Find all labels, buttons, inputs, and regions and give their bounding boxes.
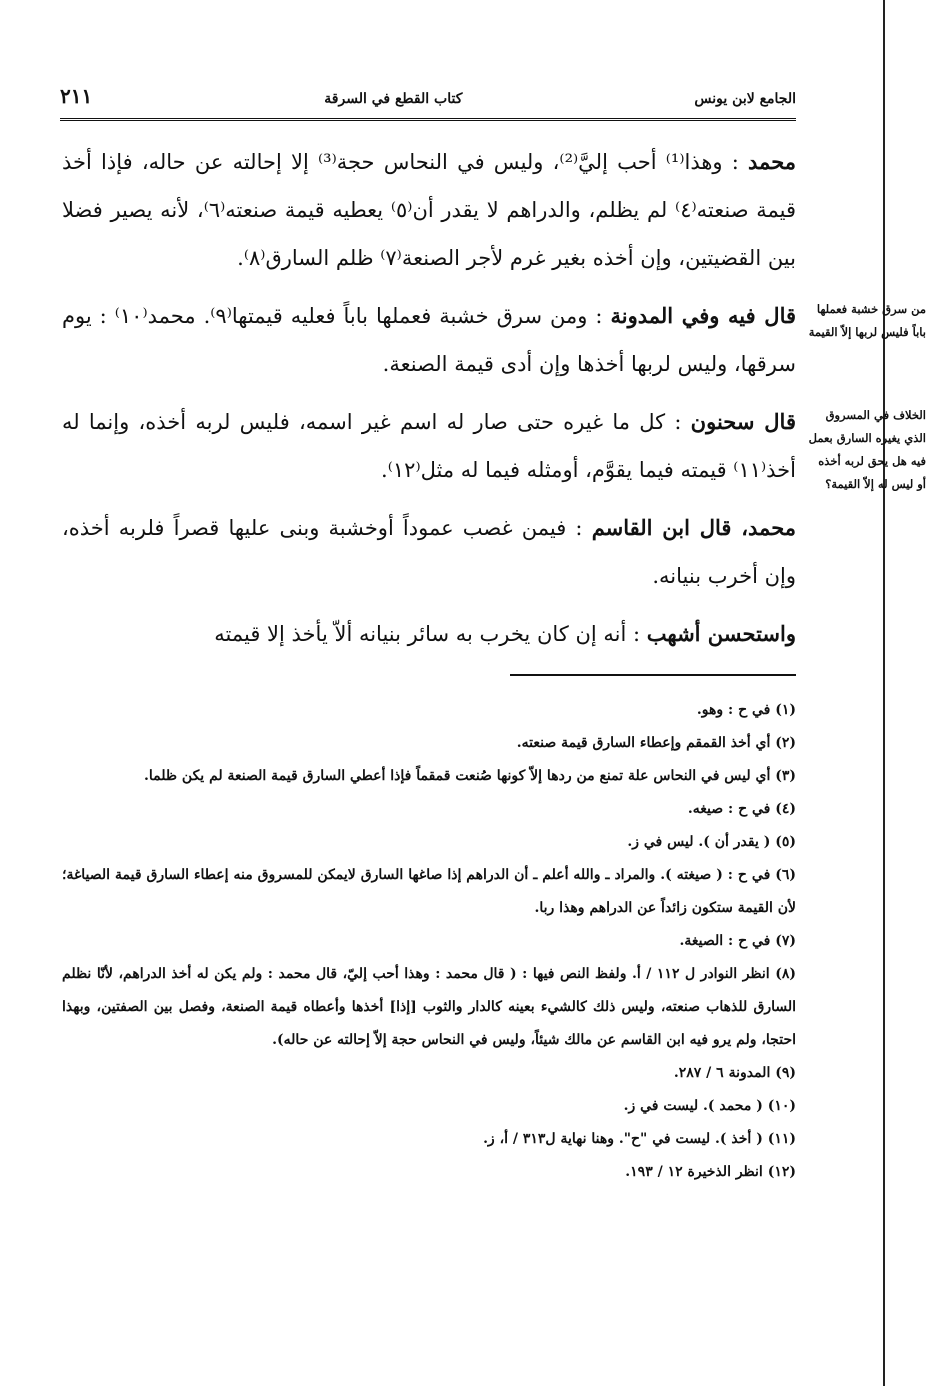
footnote: (٣) أي ليس في النحاس علة تمنع من ردها إلاّ كونها صُنعت قمقماً فإذا أعطي السارق قيمة الصنعة لم يكن ظلما. <box>144 768 796 784</box>
footnote-separator <box>510 674 796 676</box>
paragraph-text: : كل ما غيره حتى صار له اسم غير اسمه، فليس لربه أخذه، وإنما له أخذ⁽١١⁾ قيمته فيما يقوَّم، أومثله فيما له مثل⁽١٢⁾. <box>62 410 796 482</box>
page-header <box>60 84 796 121</box>
paragraph-text: : أنه إن كان يخرب به سائر بنيانه ألاّ يأخذ إلا قيمته <box>214 622 641 646</box>
footnote: (٤) في ح : صيغه. <box>687 801 796 817</box>
footnote: (٢) أي أخذ القمقم وإعطاء السارق قيمة صنعته. <box>516 735 796 751</box>
paragraph-lead: قال سحنون <box>690 409 796 434</box>
header-book-title: الجامع لابن يونس <box>694 91 796 107</box>
paragraph-lead: واستحسن أشهب <box>646 621 796 646</box>
paragraph-lead: قال فيه وفي المدونة <box>610 303 797 328</box>
margin-note-1: من سرق خشبة فعملها باباً فليس لربها إلاّ القيمة <box>808 302 926 339</box>
paragraph-lead: محمد، قال ابن القاسم <box>591 515 797 540</box>
footnote: (٥) ( يقدر أن ). ليس في ز. <box>627 834 796 850</box>
paragraph-5 <box>62 610 796 658</box>
header-chapter-title: كتاب القطع في السرقة <box>324 91 463 107</box>
footnote: (١) في ح : وهو. <box>696 702 796 718</box>
paragraph-text: : فيمن غصب عموداً أوخشبة وبنى عليها قصراً فلربه أخذه، وإن أخرب بنيانه. <box>62 516 796 588</box>
page-number: ٢١١ <box>60 84 93 108</box>
margin-note-2: الخلاف في المسروق الذي يغيره السارق بعمل فيه هل يحق لربه أخذه أو ليس له إلاّ القيمة؟ <box>808 408 926 491</box>
paragraph-3 <box>62 398 796 494</box>
paragraph-text: : ومن سرق خشبة فعملها باباً فعليه قيمتها⁽٩⁾. محمد⁽١٠⁾ : يوم سرقها، وليس لربها أخذها وإن أدى قيمة الصنعة. <box>62 304 796 376</box>
paragraph-text: : وهذا⁽¹⁾ أحب إليَّ⁽²⁾، وليس في النحاس حجة⁽³⁾ إلا إحالته عن حاله، فإذا أخذ قيمة صنعته⁽٤⁾ لم يظلم، والدراهم لا يقدر أن⁽٥⁾ يعطيه قيمة صنعته⁽٦⁾، لأنه يصير فضلا بين القضيتين، وإن أخذه بغير غرم لأجر الصنعة⁽٧⁾ ظلم السارق⁽٨⁾. <box>62 150 796 270</box>
paragraph-2 <box>62 292 796 388</box>
footnote: (٧) في ح : الصيغة. <box>679 933 796 949</box>
footnote: (١١) ( أخذ ). ليست في "ح". وهنا نهاية ل٣١٣ / أ، ز. <box>483 1131 796 1147</box>
footnote: (١٠) ( محمد ). ليست في ز. <box>623 1098 796 1114</box>
footnote: (١٢) انظر الذخيرة ١٢ / ١٩٣. <box>625 1164 796 1180</box>
footnote: (٦) في ح : ( صيغته ). والمراد ـ والله أعلم ـ أن الدراهم إذا صاغها السارق لايمكن للمسروق منه إعطاء السارق قيمة الصياغة؛ لأن القيمة ستكون زائداً عن الدراهم وهذا ربا. <box>62 867 796 916</box>
margin-divider <box>883 0 885 1386</box>
footnote: (٩) المدونة ٦ / ٢٨٧. <box>673 1065 796 1081</box>
paragraph-lead: محمد <box>748 149 796 174</box>
footnotes <box>62 694 796 1189</box>
main-text <box>62 138 796 668</box>
footnote: (٨) انظر النوادر ل ١١٢ / أ. ولفظ النص فيها : ( قال محمد : وهذا أحب إليّ، قال محمد : ولم يكن له أخذ الدراهم، لأنّا نظلم السارق للذهاب صنعته، وليس ذلك كالشيء بعينه كالدار والثوب [إذا] أخذها وأعطاه قيمة الصنعة، وفصل بين الصفتين، وبهذا احتجا، ولم يرو فيه ابن القاسم عن مالك شيئاً، وليس في النحاس حجة إلاّ إحالته عن حاله). <box>62 966 796 1048</box>
paragraph-4 <box>62 504 796 600</box>
paragraph-1 <box>62 138 796 282</box>
